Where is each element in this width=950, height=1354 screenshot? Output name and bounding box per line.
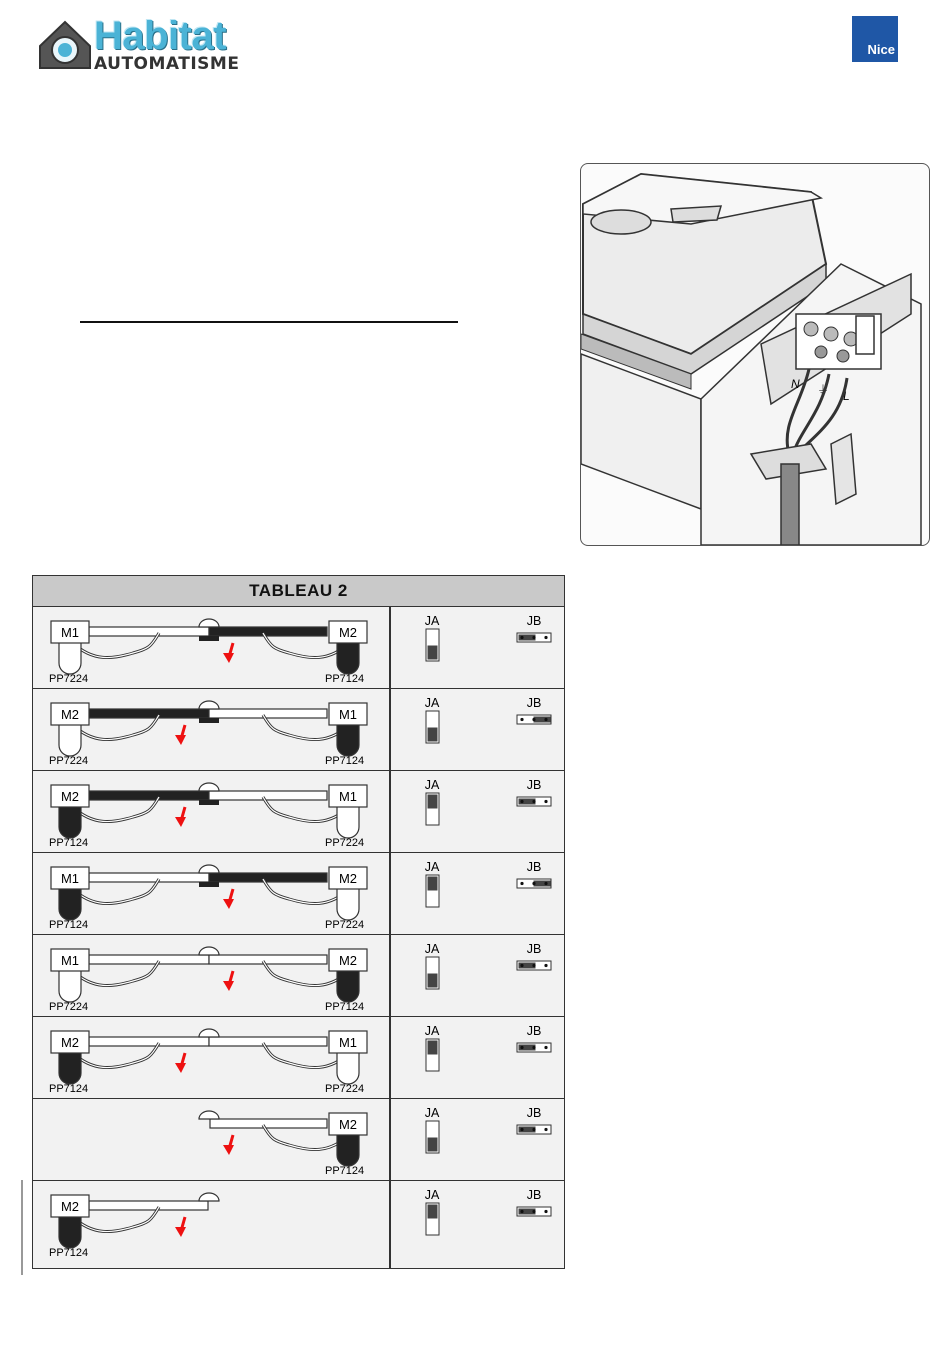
habitat-automatisme-logo [36, 14, 246, 76]
motor-body-icon [337, 641, 359, 674]
stopper-icon [199, 865, 219, 873]
left-motor-label: M1 [60, 953, 80, 968]
logo-sub-text: AUTOMATISME [94, 54, 240, 74]
motor-body-icon [337, 723, 359, 756]
jb-label: JB [526, 1188, 542, 1202]
jb-label: JB [526, 1024, 542, 1038]
left-model-label: PP7124 [49, 1247, 89, 1259]
right-motor-label: M2 [338, 1117, 358, 1132]
opening-direction-arrow-icon [175, 1217, 186, 1237]
stopper-icon [199, 1029, 219, 1037]
right-model-label: PP7224 [325, 919, 365, 931]
table-row [33, 688, 564, 770]
tableau-2 [32, 575, 565, 1269]
opening-direction-arrow-icon [223, 889, 234, 909]
opening-direction-arrow-icon [223, 1135, 234, 1155]
ja-jumper-cap [428, 974, 438, 988]
logo-brand-text: Habitat [94, 14, 227, 58]
ja-label: JA [424, 1106, 440, 1120]
left-motor-label: M2 [60, 1199, 80, 1214]
motor-body-icon [59, 887, 81, 920]
gate-diagram [33, 853, 389, 933]
table-row [33, 934, 564, 1016]
jumper-settings [390, 1099, 566, 1179]
table-header [33, 576, 564, 607]
jumper-settings [390, 607, 566, 687]
left-model-label: PP7224 [49, 673, 89, 685]
stopper-icon [199, 1193, 219, 1201]
motor-body-icon [337, 1133, 359, 1166]
table-row [33, 1098, 564, 1180]
table-row [33, 1180, 564, 1262]
jumper-settings [390, 1017, 566, 1097]
motor-body-icon [337, 969, 359, 1002]
right-model-label: PP7124 [325, 755, 365, 767]
table-row [33, 852, 564, 934]
terminal-label-l: L [843, 389, 850, 403]
stopper-icon [199, 701, 219, 709]
jb-jumper-cap [534, 717, 551, 723]
ja-jumper-cap [428, 646, 438, 660]
left-model-label: PP7124 [49, 837, 89, 849]
table-row [33, 1016, 564, 1098]
jumper-settings [390, 1181, 566, 1261]
opening-direction-arrow-icon [175, 1053, 186, 1073]
opening-direction-arrow-icon [223, 971, 234, 991]
jb-label: JB [526, 614, 542, 628]
table-row [33, 770, 564, 852]
left-model-label: PP7224 [49, 755, 89, 767]
motor-body-icon [59, 1051, 81, 1084]
opening-direction-arrow-icon [175, 807, 186, 827]
section-rule [80, 321, 458, 323]
jb-label: JB [526, 778, 542, 792]
jb-label: JB [526, 696, 542, 710]
right-model-label: PP7124 [325, 1165, 365, 1177]
gate-diagram [33, 935, 389, 1015]
right-motor-label: M2 [338, 953, 358, 968]
left-motor-label: M2 [60, 707, 80, 722]
ja-label: JA [424, 696, 440, 710]
table-title: TABLEAU 2 [249, 581, 348, 600]
ja-jumper-cap [428, 1041, 438, 1055]
left-model-label: PP7224 [49, 1001, 89, 1013]
ja-jumper-cap [428, 795, 438, 809]
ja-label: JA [424, 942, 440, 956]
margin-mark [21, 1180, 23, 1275]
motor-body-icon [59, 641, 81, 674]
right-motor-label: M1 [338, 707, 358, 722]
right-motor-label: M2 [338, 625, 358, 640]
stopper-icon [199, 783, 219, 791]
gate-diagram [33, 1181, 389, 1261]
ja-label: JA [424, 614, 440, 628]
jb-label: JB [526, 942, 542, 956]
right-model-label: PP7124 [325, 673, 365, 685]
right-motor-label: M1 [338, 1035, 358, 1050]
ja-jumper-cap [428, 1205, 438, 1219]
left-motor-label: M2 [60, 1035, 80, 1050]
left-motor-label: M1 [60, 625, 80, 640]
motor-body-icon [59, 723, 81, 756]
ja-jumper-cap [428, 1138, 438, 1152]
jumper-settings [390, 935, 566, 1015]
left-motor-label: M2 [60, 789, 80, 804]
stopper-icon [199, 947, 219, 955]
left-motor-label: M1 [60, 871, 80, 886]
motor-body-icon [337, 887, 359, 920]
left-model-label: PP7124 [49, 1083, 89, 1095]
ja-jumper-cap [428, 728, 438, 742]
table-row [33, 606, 564, 688]
opening-direction-arrow-icon [223, 643, 234, 663]
gate-diagram [33, 1099, 389, 1179]
jumper-settings [390, 853, 566, 933]
ja-label: JA [424, 1188, 440, 1202]
jb-label: JB [526, 860, 542, 874]
motor-body-icon [59, 1215, 81, 1248]
ja-label: JA [424, 860, 440, 874]
motor-body-icon [337, 1051, 359, 1084]
jumper-settings [390, 689, 566, 769]
motor-body-icon [59, 969, 81, 1002]
left-model-label: PP7124 [49, 919, 89, 931]
gate-diagram [33, 689, 389, 769]
jb-label: JB [526, 1106, 542, 1120]
motor-body-icon [337, 805, 359, 838]
right-model-label: PP7124 [325, 1001, 365, 1013]
motor-body-icon [59, 805, 81, 838]
jumper-settings [390, 771, 566, 851]
gate-diagram [33, 1017, 389, 1097]
ja-label: JA [424, 778, 440, 792]
ja-label: JA [424, 1024, 440, 1038]
stopper-icon [199, 619, 219, 627]
control-unit-wiring-illustration [580, 163, 930, 546]
right-model-label: PP7224 [325, 837, 365, 849]
ja-jumper-cap [428, 877, 438, 891]
nice-logo [852, 16, 898, 62]
gate-diagram [33, 607, 389, 687]
opening-direction-arrow-icon [175, 725, 186, 745]
jb-jumper-cap [534, 881, 551, 887]
nice-logo-text: Nice [867, 42, 895, 57]
house-icon [36, 16, 94, 74]
right-motor-label: M1 [338, 789, 358, 804]
terminal-label-n: N [791, 377, 800, 391]
right-motor-label: M2 [338, 871, 358, 886]
gate-diagram [33, 771, 389, 851]
stopper-icon [199, 1111, 219, 1119]
terminal-label-earth: ⏚ [817, 383, 830, 397]
right-model-label: PP7224 [325, 1083, 365, 1095]
